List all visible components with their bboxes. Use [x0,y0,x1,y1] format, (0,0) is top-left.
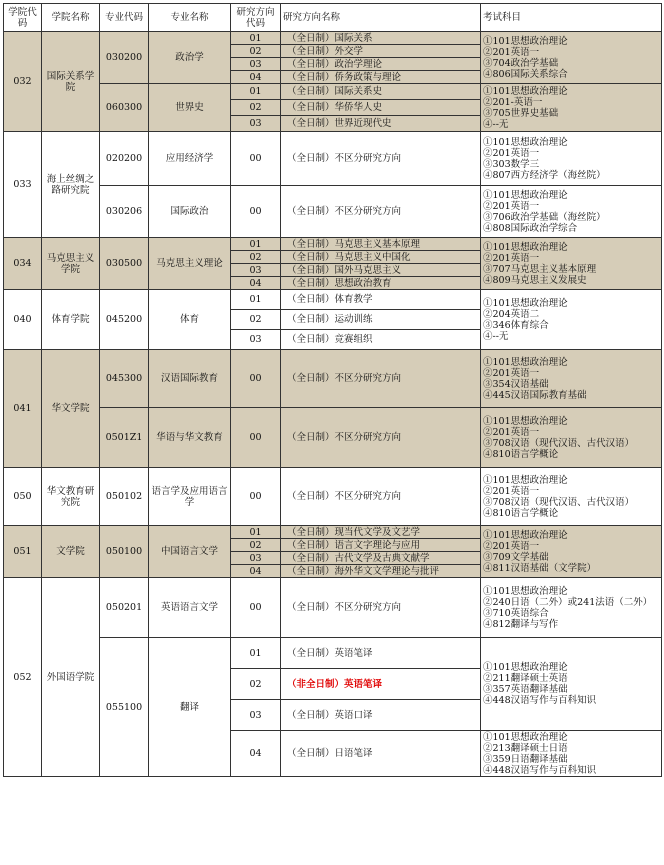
subject-line: ④448汉语写作与百科知识 [483,695,597,706]
major-code-cell: 0501Z1 [100,408,149,468]
subject-line: ①101思想政治理论 [483,241,568,253]
subject-line: ①101思想政治理论 [483,35,568,47]
direction-name-cell: （全日制）英语笔译 [281,638,481,669]
subjects-cell [481,731,662,777]
direction-code-cell: 00 [231,578,281,638]
subject-line: ②201英语一 [483,147,540,159]
subject-line: ①101思想政治理论 [483,585,568,597]
direction-code-cell: 02 [231,539,281,552]
direction-code-cell: 04 [231,277,281,290]
direction-code-cell: 00 [231,350,281,408]
direction-code-cell: 04 [231,731,281,777]
direction-name-cell: （全日制）外交学 [281,45,481,58]
subjects-cell [481,132,662,186]
direction-name-cell: （全日制）国际关系史 [281,84,481,100]
subject-line: ①101思想政治理论 [483,415,568,427]
subjects-cell [481,350,662,408]
direction-code-cell: 02 [231,100,281,116]
direction-code-cell: 01 [231,84,281,100]
subject-line: ③706政治学基础（海丝院） [483,211,606,223]
catalog-body [4,32,662,777]
direction-name-cell: （全日制）不区分研究方向 [281,468,481,526]
subjects-cell [481,408,662,468]
subject-line: ②213翻译硕士日语 [483,742,568,754]
direction-name-cell: （全日制）海外华文文学理论与批评 [281,565,481,578]
subject-line: ②204英语二 [483,308,540,320]
college-code-cell: 040 [4,290,42,350]
header-subjects: 考试科目 [481,4,662,32]
subject-line: ②201英语一 [483,426,540,438]
subject-line: ③705世界史基础 [483,107,559,119]
major-name-cell: 应用经济学 [149,132,231,186]
subject-line: ②201英语一 [483,46,540,58]
college-code-cell: 033 [4,132,42,238]
college-code-cell: 032 [4,32,42,132]
direction-name-cell: （全日制）不区分研究方向 [281,132,481,186]
subject-line: ③354汉语基础 [483,378,549,390]
major-name-cell: 国际政治 [149,186,231,238]
college-code-cell: 041 [4,350,42,468]
direction-name-cell: （全日制）华侨华人史 [281,100,481,116]
direction-code-cell: 01 [231,638,281,669]
table-row [4,238,662,251]
subject-line: ①101思想政治理论 [483,136,568,148]
direction-code-cell: 02 [231,45,281,58]
subject-line: ③303数学三 [483,158,540,170]
major-name-cell: 中国语言文学 [149,526,231,578]
table-row [4,408,662,468]
subjects-cell [481,290,662,350]
college-name-cell: 华文教育研究院 [42,468,100,526]
major-name-cell: 华语与华文教育 [149,408,231,468]
subject-line: ④810语言学概论 [483,448,559,460]
subjects-cell [481,84,662,132]
subject-line: ③707马克思主义基本原理 [483,263,597,275]
direction-name-cell: （全日制）日语笔译 [281,731,481,777]
subject-line: ①101思想政治理论 [483,662,568,673]
direction-name-cell: （全日制）运动训练 [281,310,481,330]
direction-code-cell: 00 [231,132,281,186]
subjects-cell [481,32,662,84]
college-code-cell: 050 [4,468,42,526]
direction-name-cell: （全日制）不区分研究方向 [281,408,481,468]
admissions-catalog-table [3,3,662,777]
direction-code-cell: 03 [231,264,281,277]
table-row [4,638,662,669]
direction-name-cell: （全日制）国际关系 [281,32,481,45]
direction-code-cell: 04 [231,565,281,578]
subject-line: ③359日语翻译基础 [483,753,568,765]
subjects-cell [481,186,662,238]
table-row [4,578,662,638]
major-name-cell: 政治学 [149,32,231,84]
major-code-cell: 030500 [100,238,149,290]
subject-line: ①101思想政治理论 [483,85,568,97]
subject-line: ①101思想政治理论 [483,731,568,743]
subject-line: ②201-英语一 [483,96,543,108]
direction-code-cell: 01 [231,238,281,251]
direction-name-cell: （全日制）马克思主义基本原理 [281,238,481,251]
subject-line: ④--无 [483,330,509,342]
college-name-cell: 华文学院 [42,350,100,468]
direction-code-cell: 00 [231,408,281,468]
college-name-cell: 文学院 [42,526,100,578]
college-name-cell: 马克思主义学院 [42,238,100,290]
subject-line: ②201英语一 [483,367,540,379]
direction-code-cell: 01 [231,526,281,539]
major-code-cell: 055100 [100,638,149,777]
direction-code-cell: 02 [231,310,281,330]
college-code-cell: 052 [4,578,42,777]
major-code-cell: 060300 [100,84,149,132]
direction-code-cell: 04 [231,71,281,84]
direction-name-cell: （全日制）国外马克思主义 [281,264,481,277]
direction-code-cell: 02 [231,251,281,264]
header-college-code: 学院代码 [4,4,42,32]
college-name-cell: 国际关系学院 [42,32,100,132]
table-row [4,32,662,45]
subject-line: ④806国际关系综合 [483,68,568,80]
major-code-cell: 045300 [100,350,149,408]
direction-name-cell: （全日制）古代文学及古典文献学 [281,552,481,565]
subjects-cell [481,238,662,290]
major-code-cell: 030200 [100,32,149,84]
major-code-cell: 050102 [100,468,149,526]
table-row [4,84,662,100]
direction-name-cell: （全日制）竞赛组织 [281,330,481,350]
subject-line: ③704政治学基础 [483,57,559,69]
table-row [4,468,662,526]
subject-line: ①101思想政治理论 [483,297,568,309]
subject-line: ②240日语（二外）或241法语（二外） [483,596,653,608]
subjects-cell [481,526,662,578]
subject-line: ④445汉语国际教育基础 [483,389,587,401]
college-code-cell: 034 [4,238,42,290]
subject-line: ②201英语一 [483,200,540,212]
subject-line: ②211翻译硕士英语 [483,673,568,684]
direction-name-cell: （全日制）思想政治教育 [281,277,481,290]
major-name-cell: 世界史 [149,84,231,132]
subject-line: ①101思想政治理论 [483,474,568,486]
direction-name-cell: （全日制）侨务政策与理论 [281,71,481,84]
subject-line: ③709文学基础 [483,551,549,563]
subject-line: ①101思想政治理论 [483,356,568,368]
subjects-cell [481,578,662,638]
direction-name-cell: （全日制）世界近现代史 [281,116,481,132]
subject-line: ①101思想政治理论 [483,529,568,541]
subject-line: ④810语言学概论 [483,507,559,519]
direction-code-cell: 01 [231,32,281,45]
major-code-cell: 050100 [100,526,149,578]
direction-name-cell: （全日制）英语口译 [281,700,481,731]
direction-name-cell: （全日制）语言文字理论与应用 [281,539,481,552]
subject-line: ④--无 [483,118,509,130]
subject-line: ②201英语一 [483,485,540,497]
direction-name-cell: （全日制）体育教学 [281,290,481,310]
major-code-cell: 030206 [100,186,149,238]
subject-line: ③708汉语（现代汉语、古代汉语） [483,437,635,449]
table-row [4,186,662,238]
direction-code-cell: 03 [231,58,281,71]
table-row [4,290,662,310]
subject-line: ④812翻译与写作 [483,618,559,630]
table-row [4,526,662,539]
direction-name-cell: （全日制）不区分研究方向 [281,578,481,638]
major-name-cell: 马克思主义理论 [149,238,231,290]
subjects-cell [481,468,662,526]
subject-line: ③710英语综合 [483,607,549,619]
subject-line: ②201英语一 [483,252,540,264]
college-code-cell: 051 [4,526,42,578]
direction-code-cell: 00 [231,186,281,238]
header-major-code: 专业代码 [100,4,149,32]
college-name-cell: 外国语学院 [42,578,100,777]
subject-line: ④448汉语写作与百科知识 [483,764,597,776]
direction-name-cell: （全日制）马克思主义中国化 [281,251,481,264]
direction-code-cell: 02 [231,669,281,700]
header-college-name: 学院名称 [42,4,100,32]
direction-code-cell: 03 [231,552,281,565]
subject-line: ③357英语翻译基础 [483,684,568,695]
header-major-name: 专业名称 [149,4,231,32]
direction-name-cell: （全日制）现当代文学及文艺学 [281,526,481,539]
subject-line: ④809马克思主义发展史 [483,274,587,286]
major-name-cell: 体育 [149,290,231,350]
major-code-cell: 045200 [100,290,149,350]
college-name-cell: 体育学院 [42,290,100,350]
subject-line: ④808国际政治学综合 [483,222,578,234]
college-name-cell: 海上丝绸之路研究院 [42,132,100,238]
subject-line: ③346体育综合 [483,319,549,331]
direction-code-cell: 03 [231,700,281,731]
direction-code-cell: 03 [231,330,281,350]
direction-name-cell: （非全日制）英语笔译 [281,669,481,700]
subject-line: ③708汉语（现代汉语、古代汉语） [483,496,635,508]
major-code-cell: 050201 [100,578,149,638]
subject-line: ④811汉语基础（文学院） [483,562,597,574]
direction-code-cell: 03 [231,116,281,132]
major-code-cell: 020200 [100,132,149,186]
table-row [4,350,662,408]
major-name-cell: 英语语言文学 [149,578,231,638]
table-row [4,132,662,186]
subject-line: ①101思想政治理论 [483,189,568,201]
major-name-cell: 汉语国际教育 [149,350,231,408]
major-name-cell: 语言学及应用语言学 [149,468,231,526]
header-row [4,4,662,32]
direction-name-cell: （全日制）不区分研究方向 [281,350,481,408]
major-name-cell: 翻译 [149,638,231,777]
direction-code-cell: 00 [231,468,281,526]
header-direction-name: 研究方向名称 [281,4,481,32]
subject-line: ④807西方经济学（海丝院） [483,169,606,181]
header-direction-code: 研究方向代码 [231,4,281,32]
direction-name-cell: （全日制）不区分研究方向 [281,186,481,238]
subject-line: ②201英语一 [483,540,540,552]
direction-name-cell: （全日制）政治学理论 [281,58,481,71]
direction-code-cell: 01 [231,290,281,310]
subjects-cell [481,638,662,731]
